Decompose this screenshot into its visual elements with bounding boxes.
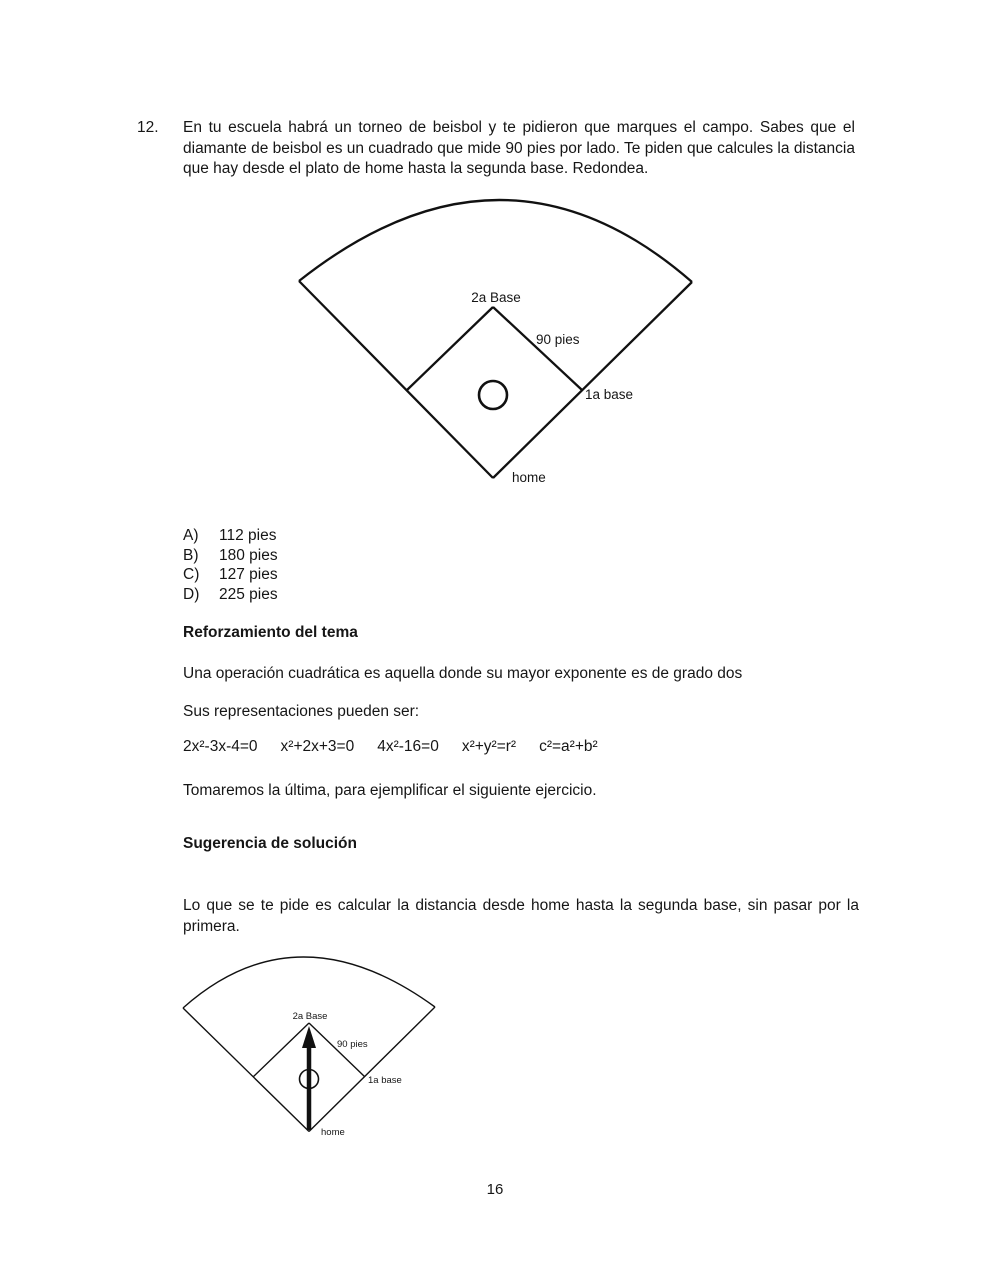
second-base-label: 2a Base (292, 1011, 328, 1022)
problem-number: 12. (137, 119, 159, 136)
option-letter: B) (183, 546, 199, 564)
home-to-second-arrow-head (302, 1026, 316, 1048)
equation-item: x²+y²=r² (461, 738, 517, 755)
reinforcement-note: Tomaremos la última, para ejemplificar el siguiente ejercicio. (183, 782, 597, 799)
option-row (183, 565, 278, 585)
reinforcement-heading: Reforzamiento del tema (183, 624, 358, 641)
foul-line-right (493, 282, 692, 478)
outfield-arc-line (299, 200, 692, 282)
pitcher-mound-circle (479, 381, 507, 409)
home-label: home (321, 1127, 345, 1138)
outfield-arc-line (183, 957, 435, 1008)
foul-line-right (309, 1007, 435, 1132)
home-label: home (512, 470, 546, 485)
second-base-label: 2a Base (471, 290, 521, 305)
page-number: 16 (486, 1181, 504, 1198)
equation-item: x²+2x+3=0 (280, 738, 355, 755)
option-letter: C) (183, 566, 200, 584)
problem-statement: En tu escuela habrá un torneo de beisbol y te pidieron que marques el campo. Sabes que el diamante de beisbol es un cuadrado que mide 90 pies por lado. Te piden que calcules la distancia que hay desde el plato de home hasta la segunda base. Redondea. (183, 119, 855, 178)
option-value: 225 pies (219, 585, 278, 603)
diamond-side-right (309, 1023, 365, 1077)
option-row (183, 546, 278, 566)
equation-item: 2x²-3x-4=0 (183, 738, 258, 755)
foul-line-left (183, 1008, 309, 1132)
option-row (183, 585, 278, 605)
options-list (183, 526, 278, 604)
option-letter: D) (183, 585, 200, 603)
side-length-label: 90 pies (337, 1039, 368, 1050)
foul-line-left (299, 281, 493, 478)
first-base-label: 1a base (585, 387, 634, 402)
option-letter: A) (183, 527, 199, 544)
reinforcement-subintro: Sus representaciones pueden ser: (183, 703, 420, 720)
suggestion-heading: Sugerencia de solución (183, 835, 357, 852)
baseball-field-diagram (270, 190, 710, 490)
first-base-label: 1a base (368, 1075, 402, 1086)
reinforcement-intro: Una operación cuadrática es aquella donde su mayor exponente es de grado dos (183, 665, 743, 682)
diamond-side-right (493, 307, 582, 390)
option-row (183, 526, 278, 546)
option-value: 127 pies (219, 566, 278, 584)
diamond-side-left (253, 1023, 309, 1077)
side-length-label: 90 pies (536, 332, 580, 347)
diamond-side-left (407, 307, 493, 390)
equation-item: c²=a²+b² (539, 738, 598, 755)
option-value: 112 pies (219, 527, 277, 544)
option-value: 180 pies (219, 546, 278, 564)
suggestion-text: Lo que se te pide es calcular la distancia desde home hasta la segunda base, sin pasar por la primera. (183, 897, 859, 935)
solution-field-diagram (165, 945, 455, 1145)
equations-row (183, 738, 598, 756)
equation-item: 4x²-16=0 (377, 738, 439, 755)
